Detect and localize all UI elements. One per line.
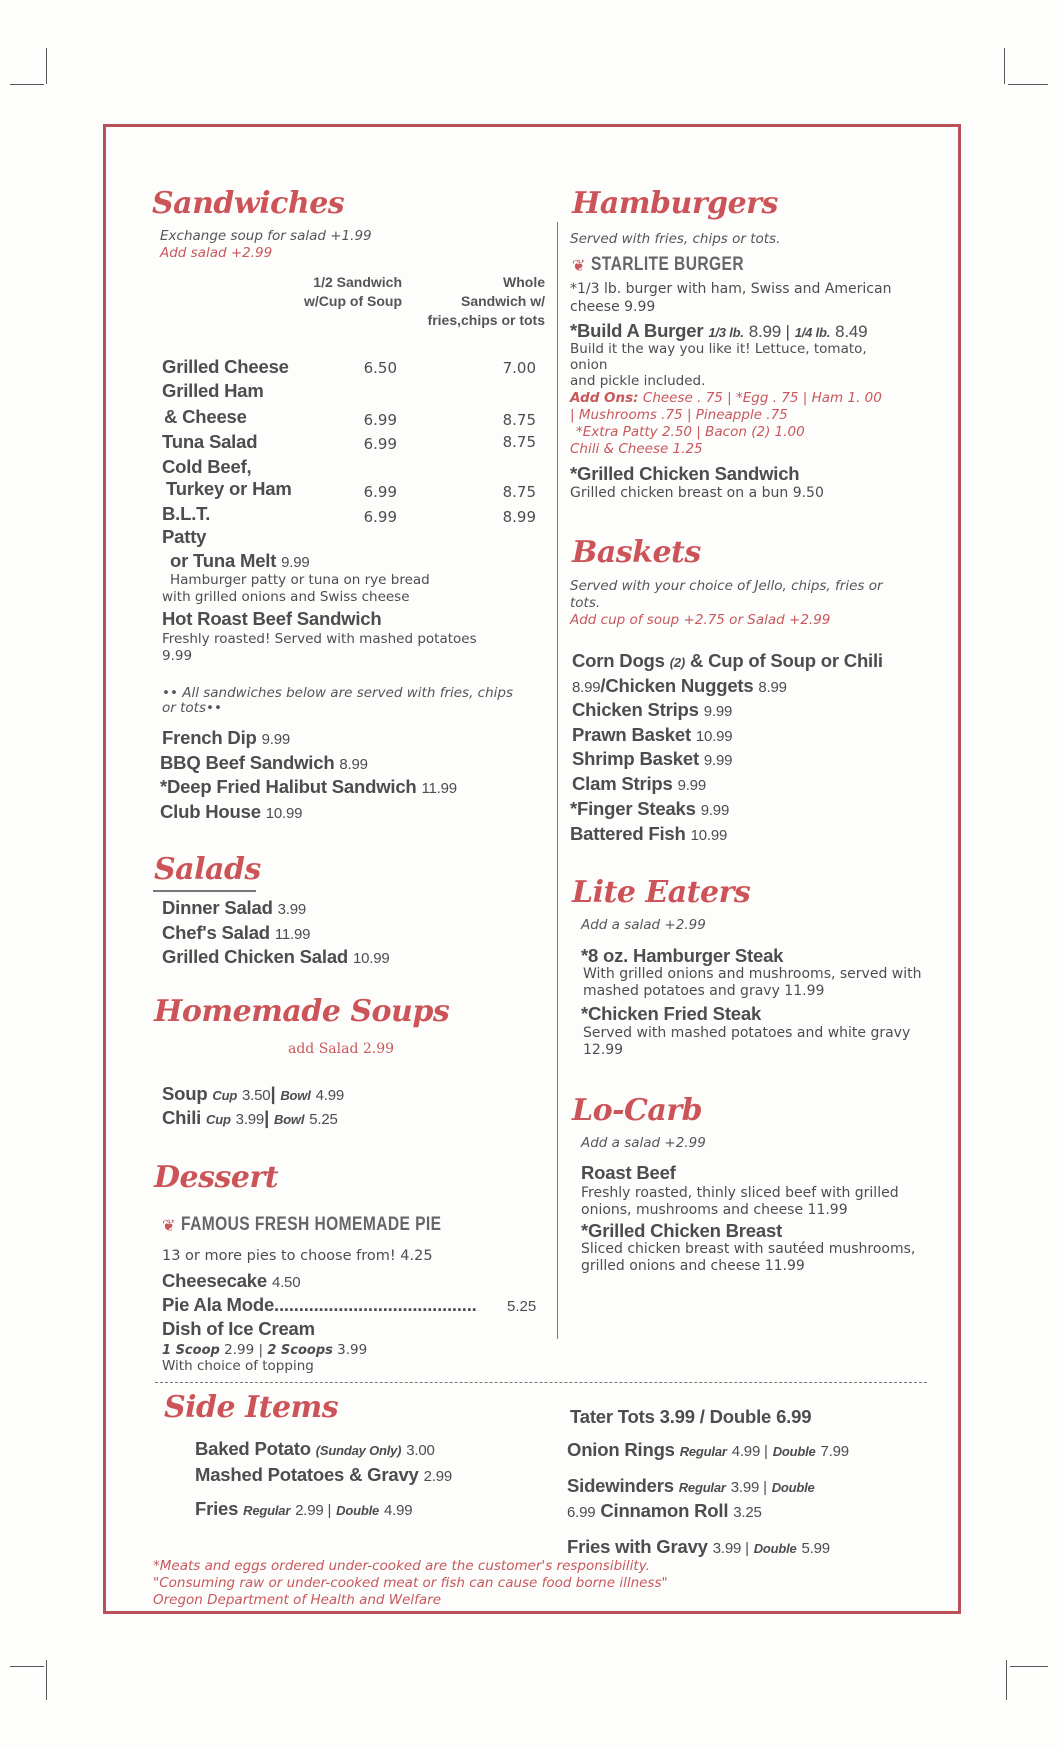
patty-melt-desc: with grilled onions and Swiss cheese (162, 589, 410, 605)
side-items-title: Side Items (164, 1390, 339, 1425)
sandwich-name: & Cheese (164, 406, 247, 427)
mashed-potatoes: Mashed Potatoes & Gravy 2.99 (195, 1464, 453, 1485)
chili-item: Chili Cup 3.99| Bowl 5.25 (162, 1107, 338, 1128)
grilled-chicken-breast-desc: grilled onions and cheese 11.99 (581, 1258, 805, 1274)
menu-item: BBQ Beef Sandwich 8.99 (160, 752, 368, 773)
sandwiches-add-salad: Add salad +2.99 (160, 245, 273, 261)
hamburger-steak-desc: mashed potatoes and gravy 11.99 (583, 983, 825, 999)
build-desc: Build it the way you like it! Lettuce, tomato, (570, 341, 867, 357)
salads-underline (153, 890, 256, 892)
menu-item: *Deep Fried Halibut Sandwich 11.99 (160, 776, 457, 797)
sandwiches-note: Exchange soup for salad +1.99 (160, 228, 372, 244)
footer-line: Oregon Department of Health and Welfare (153, 1592, 442, 1608)
tater-tots: Tater Tots 3.99 / Double 6.99 (570, 1406, 812, 1427)
topping-note: With choice of topping (162, 1358, 314, 1374)
sandwiches-below-note: •• All sandwiches below are served with fries, chips (162, 685, 513, 701)
crop-mark (1010, 1666, 1048, 1667)
patty-melt-desc: Hamburger patty or tuna on rye bread (170, 572, 430, 588)
crop-mark (1008, 84, 1048, 85)
footer-line: "Consuming raw or under-cooked meat or fish can cause food borne illness" (153, 1575, 668, 1591)
build-desc: onion (570, 357, 608, 373)
patty-melt-line1: Patty (162, 526, 207, 547)
menu-item: Dish of Ice Cream (162, 1318, 315, 1339)
sidewinders: Sidewinders Regular 3.99 | Double (567, 1475, 815, 1496)
grilled-chicken-sandwich: *Grilled Chicken Sandwich (570, 463, 800, 484)
baskets-note: tots. (570, 595, 601, 611)
pie-ala-mode-price: 5.25 (507, 1298, 537, 1315)
menu-item: Prawn Basket 10.99 (572, 724, 733, 745)
sandwiches-below-note: or tots•• (162, 700, 222, 716)
roast-beef-desc: Freshly roasted, thinly sliced beef with grilled (581, 1185, 899, 1201)
corn-dogs: Corn Dogs (2) & Cup of Soup or Chili (572, 650, 883, 671)
whole-sandwich-header: Whole Sandwich w/ fries,chips or tots (427, 274, 545, 328)
footer-line: *Meats and eggs ordered under-cooked are the customer's responsibility. (153, 1558, 650, 1574)
addons: *Extra Patty 2.50 | Bacon (2) 1.00 (576, 424, 805, 440)
whole-price: 8.75 (502, 433, 536, 451)
menu-item: Club House 10.99 (160, 801, 303, 822)
sandwich-name: Tuna Salad (162, 431, 258, 452)
leaf-icon: ❦ (572, 255, 586, 275)
menu-item: Cheesecake 4.50 (162, 1270, 301, 1291)
column-divider (557, 222, 558, 1339)
hamburgers-title: Hamburgers (572, 186, 778, 221)
baskets-note: Served with your choice of Jello, chips, fries or (570, 578, 883, 594)
section-divider (155, 1382, 927, 1383)
menu-item: French Dip 9.99 (162, 727, 290, 748)
crop-mark (10, 84, 44, 85)
onion-rings: Onion Rings Regular 4.99 | Double 7.99 (567, 1439, 849, 1460)
grilled-chicken-breast: *Grilled Chicken Breast (581, 1220, 783, 1241)
half-price: 6.99 (363, 508, 397, 526)
whole-price: 8.75 (502, 483, 536, 501)
famous-pie: ❦ FAMOUS FRESH HOMEMADE PIE (162, 1214, 442, 1235)
sandwiches-title: Sandwiches (152, 186, 345, 221)
hot-roast-beef: Hot Roast Beef Sandwich (162, 608, 382, 629)
half-price: 6.99 (363, 411, 397, 429)
half-price: 6.99 (363, 435, 397, 453)
grilled-chicken-breast-desc: Sliced chicken breast with sautéed mushrooms, (581, 1241, 916, 1257)
fries: Fries Regular 2.99 | Double 4.99 (195, 1498, 413, 1519)
crop-mark (1004, 48, 1005, 84)
starlite-burger-heading: ❦ STARLITE BURGER (572, 254, 745, 275)
build-a-burger: *Build A Burger 1/3 lb. 8.99 | 1/4 lb. 8.49 (570, 320, 868, 341)
soups-title: Homemade Soups (154, 994, 450, 1029)
half-sandwich-header: 1/2 Sandwich w/Cup of Soup (304, 274, 402, 309)
soup-item: Soup Cup 3.50| Bowl 4.99 (162, 1083, 344, 1104)
leaf-icon: ❦ (162, 1215, 176, 1235)
baked-potato: Baked Potato (Sunday Only) 3.00 (195, 1438, 435, 1459)
roast-beef: Roast Beef (581, 1162, 676, 1183)
starlite-desc: *1/3 lb. burger with ham, Swiss and American (570, 281, 892, 297)
half-price: 6.50 (363, 359, 397, 377)
lo-carb-note: Add a salad +2.99 (581, 1135, 706, 1151)
menu-item: Chicken Strips 9.99 (572, 699, 733, 720)
addons: | Mushrooms .75 | Pineapple .75 (570, 407, 788, 423)
sandwich-name: Cold Beef, (162, 456, 252, 477)
menu-item: Shrimp Basket 9.99 (572, 748, 733, 769)
dessert-title: Dessert (154, 1160, 279, 1195)
baskets-add: Add cup of soup +2.75 or Salad +2.99 (570, 612, 831, 628)
sandwich-name: Grilled Cheese (162, 356, 289, 377)
soups-add-salad: add Salad 2.99 (288, 1041, 395, 1057)
menu-item: Grilled Chicken Salad 10.99 (162, 946, 390, 967)
hot-roast-beef-desc: Freshly roasted! Served with mashed potatoes (162, 631, 477, 647)
starlite-desc: cheese 9.99 (570, 299, 656, 315)
crop-mark (1006, 1660, 1007, 1700)
nuggets-line: 8.99/Chicken Nuggets 8.99 (572, 675, 787, 696)
whole-price: 7.00 (502, 359, 536, 377)
chicken-fried-steak-desc: 12.99 (583, 1042, 624, 1058)
pie-ala-mode: Pie Ala Mode......................................... (162, 1294, 477, 1315)
hamburgers-note: Served with fries, chips or tots. (570, 231, 781, 247)
menu-item: *Finger Steaks 9.99 (570, 798, 730, 819)
cinnamon-roll: 6.99 Cinnamon Roll 3.25 (567, 1500, 762, 1521)
menu-item: Clam Strips 9.99 (572, 773, 706, 794)
whole-price: 8.99 (502, 508, 536, 526)
lite-eaters-note: Add a salad +2.99 (581, 917, 706, 933)
fries-with-gravy: Fries with Gravy 3.99 | Double 5.99 (567, 1536, 830, 1557)
roast-beef-desc: onions, mushrooms and cheese 11.99 (581, 1202, 848, 1218)
hot-roast-beef-price: 9.99 (162, 648, 193, 664)
sandwich-name: Grilled Ham (162, 380, 264, 401)
addons: Chili & Cheese 1.25 (570, 441, 703, 457)
crop-mark (10, 1666, 44, 1667)
chicken-fried-steak-desc: Served with mashed potatoes and white gravy (583, 1025, 911, 1041)
lo-carb-title: Lo-Carb (572, 1093, 703, 1128)
baskets-title: Baskets (572, 535, 701, 570)
hamburger-steak: *8 oz. Hamburger Steak (581, 945, 784, 966)
addons: Add Ons: Cheese . 75 | *Egg . 75 | Ham 1. 00 (570, 390, 882, 406)
sandwich-name: B.L.T. (162, 503, 211, 524)
crop-mark (46, 48, 47, 84)
lite-eaters-title: Lite Eaters (572, 875, 751, 910)
scoop-prices: 1 Scoop 2.99 | 2 Scoops 3.99 (162, 1342, 368, 1358)
menu-item: Dinner Salad 3.99 (162, 897, 307, 918)
patty-melt-line2: or Tuna Melt 9.99 (170, 550, 310, 571)
menu-item: Battered Fish 10.99 (570, 823, 728, 844)
whole-price: 8.75 (502, 411, 536, 429)
grilled-chicken-sandwich-desc: Grilled chicken breast on a bun 9.50 (570, 485, 824, 501)
half-price: 6.99 (363, 483, 397, 501)
sandwich-name: Turkey or Ham (166, 478, 292, 499)
build-desc: and pickle included. (570, 373, 706, 389)
crop-mark (46, 1660, 47, 1700)
hamburger-steak-desc: With grilled onions and mushrooms, served with (583, 966, 922, 982)
salads-title: Salads (154, 852, 261, 887)
chicken-fried-steak: *Chicken Fried Steak (581, 1003, 762, 1024)
pie-desc: 13 or more pies to choose from! 4.25 (162, 1248, 433, 1264)
menu-item: Chef's Salad 11.99 (162, 922, 311, 943)
